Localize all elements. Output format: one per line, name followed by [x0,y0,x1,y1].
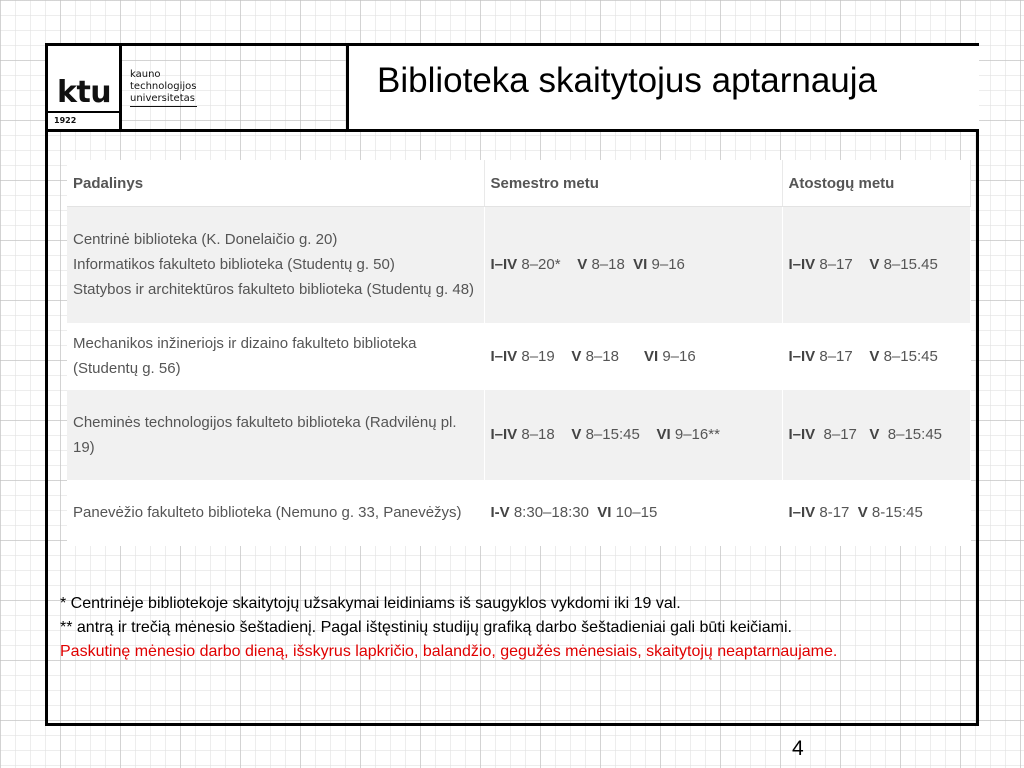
holiday-hours-cell [782,390,970,480]
department-line: Centrinė biblioteka (K. Donelaičio g. 20) [73,231,338,249]
time-range: 8-15:45 [871,504,923,521]
semester-hours-cell [484,323,782,390]
logo-line: universitetas [130,93,197,107]
department-cell [67,323,484,390]
time-range: 8–17 [819,256,853,274]
logo-line: technologijos [130,81,197,92]
time-range: 8–18 [585,347,619,365]
department-cell [67,207,484,323]
department-line: Cheminės technologijos fakulteto biblioteka (Radvilėnų pl. 19) [73,413,457,456]
day-range: V [857,504,868,521]
day-range: V [571,347,582,365]
day-range: I-V [490,504,510,521]
time-range: 8-17 [819,504,850,521]
department-line: Mechanikos inžineriojs ir dizaino fakulteto biblioteka (Studentų g. 56) [73,335,417,377]
day-range: V [869,256,880,274]
day-range: V [869,426,880,443]
logo-year: 1922 [48,111,119,125]
time-range: 8–15.45 [883,256,938,274]
department-cell [67,480,484,546]
time-range: 10–15 [615,504,658,521]
header-divider [48,129,976,132]
department-line: Informatikos fakulteto biblioteka (Studentų g. 50) [73,256,395,274]
department-line: Panevėžio fakulteto biblioteka (Nemuno g. 33, Panevėžys) [73,504,462,521]
semester-hours-cell [484,480,782,546]
table-header-row [67,160,970,207]
semester-hours-cell [484,390,782,480]
time-range: 8–17 [819,347,853,365]
time-range: 8:30–18:30 [513,504,589,521]
day-range: I–IV [490,347,518,365]
footnote-warning: Paskutinę mėnesio darbo dieną, išskyrus lapkričio, balandžio, gegužės mėnesiais, skaitytojų neaptarnaujame. [60,643,838,660]
day-range: V [571,426,582,443]
day-range: VI [597,504,612,521]
logo-mark: ktu [57,75,112,110]
day-range: I–IV [490,426,518,443]
time-range: 8–15:45 [585,426,640,443]
holiday-hours-cell [782,480,970,546]
time-range: 8–15:45 [883,347,938,365]
semester-hours-cell [484,207,782,323]
page-title: Biblioteka skaitytojus aptarnauja [377,61,878,100]
footnote-1: * Centrinėje bibliotekoje skaitytojų užsakymai leidiniams iš saugyklos vykdomi iki 19 val. [60,595,681,612]
time-range: 8–20* [521,256,561,274]
time-range: 8–17 [823,426,857,443]
day-range: I–IV [788,426,816,443]
holiday-hours-cell [782,323,970,390]
day-range: VI [633,256,648,274]
day-range: I–IV [788,256,816,274]
time-range: 8–19 [521,347,555,365]
time-range: 9–16 [651,256,685,274]
time-range: 8–15:45 [887,426,943,443]
time-range: 8–18 [591,256,625,274]
time-range: 8–18 [521,426,555,443]
logo [48,46,122,129]
holiday-hours-cell [782,207,970,323]
day-range: I–IV [788,504,816,521]
time-range: 9–16 [662,347,696,365]
day-range: V [577,256,588,274]
column-header-semester: Semestro metu [484,160,782,207]
day-range: V [869,347,880,365]
day-range: VI [643,347,659,365]
day-range: I–IV [788,347,816,365]
schedule-table [67,160,971,546]
department-cell [67,390,484,480]
logo-wordmark [130,69,197,107]
department-line: Statybos ir architektūros fakulteto biblioteka (Studentų g. 48) [73,281,475,299]
page-number: 4 [792,737,804,760]
time-range: 9–16** [674,426,720,443]
footnote-2: ** antrą ir trečią mėnesio šeštadienį. Pagal ištęstinių studijų grafiką darbo šeštadieniai gali būti keičiami. [60,619,792,636]
column-header-department: Padalinys [67,160,484,207]
footnotes [60,592,970,662]
day-range: VI [656,426,671,443]
table-row [67,323,970,390]
table-row [67,480,970,546]
table-row [67,207,970,323]
day-range: I–IV [490,256,518,274]
column-header-holiday: Atostogų metu [782,160,970,207]
title-box [346,46,979,129]
table-row [67,390,970,480]
logo-line: kauno [130,69,161,80]
